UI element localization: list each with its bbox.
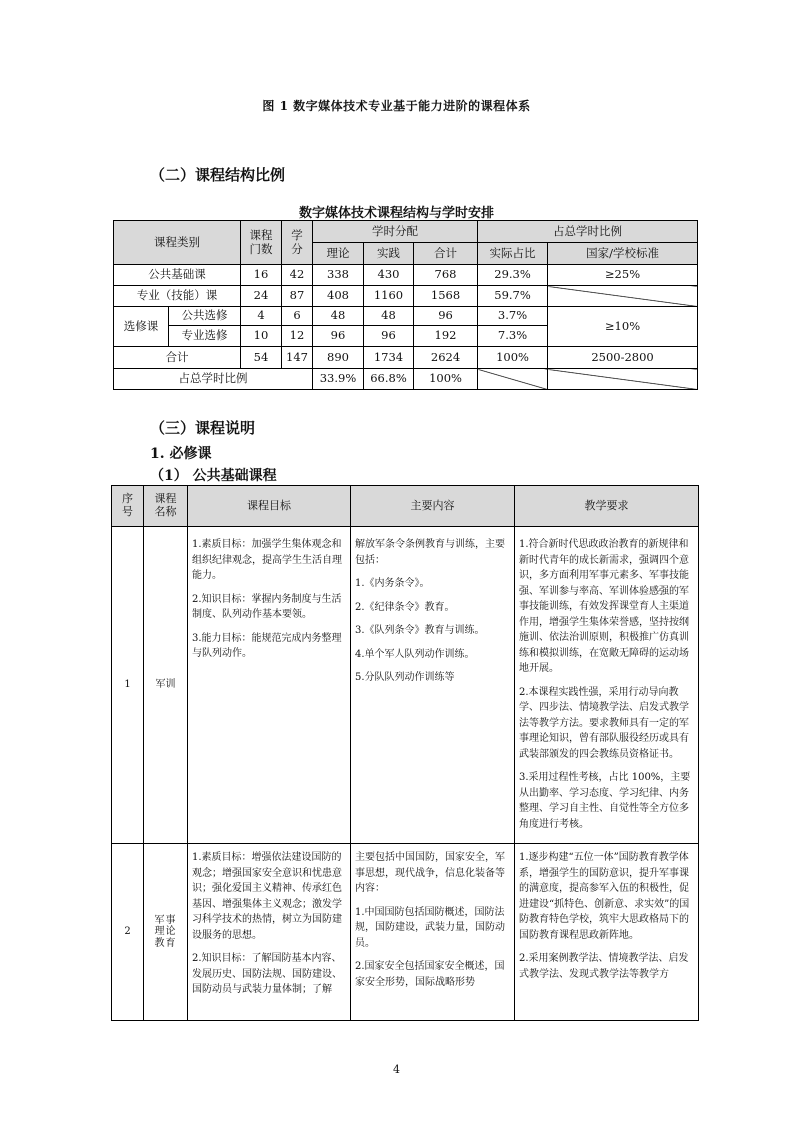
cell-standard: ≥25% — [548, 265, 698, 286]
cell-total: 1568 — [414, 286, 478, 307]
elective-group-label: 选修课 — [114, 307, 169, 347]
cell-theory: 33.9% — [313, 369, 364, 390]
diagonal-empty-cell — [548, 286, 698, 307]
cell-credits: 42 — [282, 265, 313, 286]
header-category: 课程类别 — [114, 221, 241, 265]
course-description-table — [111, 485, 699, 1021]
requirement-item: 1.逐步构建“五位一体”国防教育教学体系，增强学生的国防意识，提升军事课的满意度，提高参军入伍的积极性，促进建设“抓特色、创新意、求实效”的国防教育特色学校，筑牢大思政格局下的国防教育课程思政新阵地。 — [519, 852, 690, 941]
course-structure-table — [113, 220, 698, 390]
header-theory: 理论 — [313, 243, 364, 265]
cell-count: 54 — [241, 347, 282, 369]
cell-theory: 338 — [313, 265, 364, 286]
row-label: 专业选修 — [169, 326, 241, 347]
content-item: 2.《纪律条令》教育。 — [355, 601, 455, 613]
objective-item: 2.知识目标：掌握内务制度与生活制度、队列动作基本要领。 — [192, 593, 342, 620]
cell-practice: 66.8% — [364, 369, 414, 390]
cell-count: 16 — [241, 265, 282, 286]
requirement-item: 2.采用案例教学法、情境教学法、启发式教学法、发现式教学法等教学方 — [519, 953, 689, 980]
table-title: 数字媒体技术课程结构与学时安排 — [298, 206, 494, 221]
table-row — [114, 286, 698, 307]
cell-theory: 96 — [313, 326, 364, 347]
cell-practice: 1734 — [364, 347, 414, 369]
content-cell — [351, 527, 514, 686]
cell-standard: ≥10% — [548, 307, 698, 347]
cell-total: 100% — [414, 369, 478, 390]
row-label: 专业（技能）课 — [114, 286, 241, 307]
cell-count: 4 — [241, 307, 282, 326]
objective-item: 1.素质目标：加强学生集体观念和组织纪律观念，提高学生生活自理能力。 — [192, 539, 342, 581]
header-no: 序 号 — [112, 486, 144, 527]
header-standard: 国家/学校标准 — [548, 243, 698, 265]
content-item: 1.中国国防包括国防概述，国防法规，国防建设，武装力量，国防动员。 — [355, 906, 505, 949]
course-name: 军事理论教育 — [144, 844, 188, 1021]
table-row — [114, 369, 698, 390]
content-item: 1.《内务条令》。 — [355, 578, 430, 589]
cell-practice: 1160 — [364, 286, 414, 307]
course-name: 军训 — [144, 527, 188, 844]
row-label: 公共选修 — [169, 307, 241, 326]
cell-credits: 147 — [282, 347, 313, 369]
cell-theory: 48 — [313, 307, 364, 326]
sub-heading-public-basic: （1） 公共基础课程 — [150, 468, 277, 484]
cell-practice: 96 — [364, 326, 414, 347]
cell-credits: 6 — [282, 307, 313, 326]
row-label: 占总学时比例 — [114, 369, 313, 390]
cell-actual: 7.3% — [478, 326, 548, 347]
diagonal-empty-cell — [548, 369, 698, 390]
requirements-cell — [515, 844, 698, 1020]
cell-actual: 59.7% — [478, 286, 548, 307]
header-requirements: 教学要求 — [515, 486, 699, 527]
row-label: 公共基础课 — [114, 265, 241, 286]
objectives-cell — [188, 844, 350, 1020]
cell-total: 2624 — [414, 347, 478, 369]
table-row — [114, 265, 698, 286]
section-2-heading: （二）课程结构比例 — [150, 166, 286, 184]
content-item: 4.单个军人队列动作训练。 — [355, 648, 475, 660]
diagonal-empty-cell — [478, 369, 548, 390]
cell-theory: 890 — [313, 347, 364, 369]
cell-theory: 408 — [313, 286, 364, 307]
header-hours-distribution: 学时分配 — [313, 221, 478, 243]
content-item: 解放军条令条例教育与训练，主要包括： — [355, 539, 505, 566]
header-credits: 学 分 — [282, 221, 313, 265]
requirement-item: 3.采用过程性考核，占比 100%，主要从出勤率、学习态度、学习纪律、内务整理、学习自主性、自觉性等全方位多角度进行考核。 — [519, 772, 691, 830]
table-row — [112, 527, 699, 844]
requirement-item: 2.本课程实践性强，采用行动导向教学、四步法、情境教学法、启发式教学法等教学方法。要求教师具有一定的军事理论知识，曾有部队服役经历或具有武装部颁发的四会教练员资格证书。 — [519, 686, 689, 760]
objective-item: 2.知识目标：了解国防基本内容、发展历史、国防法规、国防建设、国防动员与武装力量体制；了解 — [192, 953, 342, 995]
cell-count: 24 — [241, 286, 282, 307]
row-number: 2 — [112, 844, 144, 1021]
header-content: 主要内容 — [351, 486, 515, 527]
row-number: 1 — [112, 527, 144, 844]
content-item: 2.国家安全包括国家安全概述，国家安全形势，国际战略形势 — [355, 961, 505, 988]
table-row — [112, 844, 699, 1021]
content-cell — [351, 844, 514, 1020]
header-course-count: 课程 门数 — [241, 221, 282, 265]
page-number: 4 — [393, 1063, 400, 1076]
header-course-name: 课程 名称 — [144, 486, 188, 527]
objective-item: 3.能力目标：能规范完成内务整理与队列动作。 — [192, 632, 342, 659]
table-row — [114, 347, 698, 369]
content-item: 主要包括中国国防，国家安全，军事思想，现代战争，信息化装备等内容： — [355, 852, 505, 894]
objectives-cell — [188, 527, 350, 662]
sub-heading-required: 1. 必修课 — [150, 446, 212, 462]
cell-total: 96 — [414, 307, 478, 326]
cell-actual: 3.7% — [478, 307, 548, 326]
cell-actual: 29.3% — [478, 265, 548, 286]
content-item: 5.分队队列动作训练等 — [355, 672, 455, 683]
cell-practice: 430 — [364, 265, 414, 286]
cell-credits: 12 — [282, 326, 313, 347]
requirements-cell — [515, 527, 698, 832]
section-3-heading: （三）课程说明 — [150, 419, 256, 437]
header-ratio: 占总学时比例 — [478, 221, 698, 243]
cell-practice: 48 — [364, 307, 414, 326]
table-row — [114, 307, 698, 326]
cell-credits: 87 — [282, 286, 313, 307]
header-practice: 实践 — [364, 243, 414, 265]
requirement-item: 1.符合新时代思政政治教育的新规律和新时代青年的成长新需求，强调四个意识，多方面利用军事元素多、军事技能强、军训参与率高、军训体验感强的军事技能训练，有效发挥课堂育人主渠道作用，增强学生集体荣誉感，坚持按纲施训、依法治训原则，积极推广仿真训练和模拟训练，在宽敞无障碍的运动场地开展。 — [519, 539, 689, 674]
objective-item: 1.素质目标：增强依法建设国防的观念；增强国家安全意识和忧患意识；强化爱国主义精神、传承红色基因、增强集体主义观念；激发学习科学技术的热情，树立为国防建设服务的思想。 — [192, 852, 342, 941]
cell-actual: 100% — [478, 347, 548, 369]
header-actual-ratio: 实际占比 — [478, 243, 548, 265]
cell-standard: 2500-2800 — [548, 347, 698, 369]
header-total: 合计 — [414, 243, 478, 265]
header-objectives: 课程目标 — [188, 486, 351, 527]
cell-total: 768 — [414, 265, 478, 286]
cell-count: 10 — [241, 326, 282, 347]
row-label: 合计 — [114, 347, 241, 369]
content-item: 3.《队列条令》教育与训练。 — [355, 625, 485, 636]
figure-caption: 图 1 数字媒体技术专业基于能力进阶的课程体系 — [262, 99, 531, 113]
cell-total: 192 — [414, 326, 478, 347]
